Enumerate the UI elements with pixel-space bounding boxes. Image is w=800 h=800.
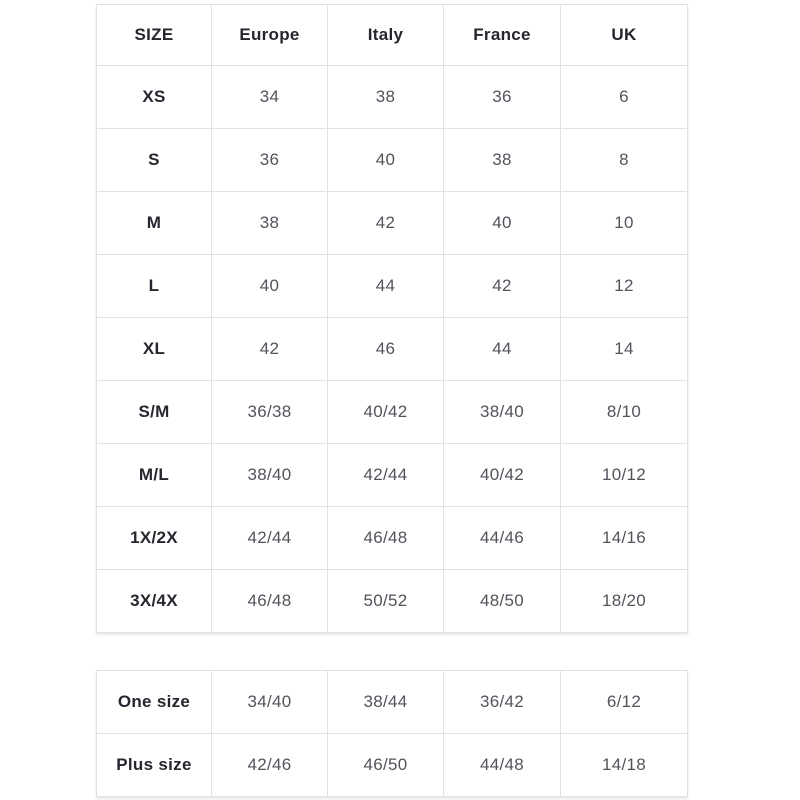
size-cell: 38/40 bbox=[212, 444, 328, 507]
size-cell: 36/42 bbox=[444, 671, 561, 734]
size-cell: 40 bbox=[444, 192, 561, 255]
table-row-plus-size bbox=[97, 734, 688, 797]
column-header-size: SIZE bbox=[97, 5, 212, 66]
size-cell: 46/48 bbox=[212, 570, 328, 633]
row-label: S/M bbox=[97, 381, 212, 444]
row-label: L bbox=[97, 255, 212, 318]
size-cell: 40/42 bbox=[444, 444, 561, 507]
row-label: XL bbox=[97, 318, 212, 381]
size-cell: 40 bbox=[328, 129, 444, 192]
table-row-s bbox=[97, 129, 688, 192]
size-cell: 12 bbox=[561, 255, 688, 318]
row-label: M bbox=[97, 192, 212, 255]
size-cell: 34 bbox=[212, 66, 328, 129]
table-row-one-size bbox=[97, 671, 688, 734]
row-label: S bbox=[97, 129, 212, 192]
size-cell: 6/12 bbox=[561, 671, 688, 734]
size-cell: 38/40 bbox=[444, 381, 561, 444]
size-cell: 42/44 bbox=[328, 444, 444, 507]
size-cell: 34/40 bbox=[212, 671, 328, 734]
row-label: XS bbox=[97, 66, 212, 129]
table-row-xs bbox=[97, 66, 688, 129]
size-cell: 44/48 bbox=[444, 734, 561, 797]
size-cell: 44 bbox=[444, 318, 561, 381]
size-cell: 38/44 bbox=[328, 671, 444, 734]
table-row-xl bbox=[97, 318, 688, 381]
size-cell: 36 bbox=[444, 66, 561, 129]
row-label: 3X/4X bbox=[97, 570, 212, 633]
column-header-uk: UK bbox=[561, 5, 688, 66]
size-cell: 18/20 bbox=[561, 570, 688, 633]
size-cell: 38 bbox=[444, 129, 561, 192]
size-cell: 6 bbox=[561, 66, 688, 129]
size-conversion-table bbox=[96, 4, 688, 633]
size-cell: 42 bbox=[328, 192, 444, 255]
size-cell: 14/18 bbox=[561, 734, 688, 797]
size-cell: 50/52 bbox=[328, 570, 444, 633]
column-header-france: France bbox=[444, 5, 561, 66]
table-row-m-l bbox=[97, 444, 688, 507]
row-label: One size bbox=[97, 671, 212, 734]
size-cell: 44 bbox=[328, 255, 444, 318]
table-row-1x-2x bbox=[97, 507, 688, 570]
row-label: 1X/2X bbox=[97, 507, 212, 570]
size-cell: 38 bbox=[328, 66, 444, 129]
size-cell: 38 bbox=[212, 192, 328, 255]
size-cell: 42/44 bbox=[212, 507, 328, 570]
table-row-m bbox=[97, 192, 688, 255]
size-cell: 10 bbox=[561, 192, 688, 255]
size-cell: 46/48 bbox=[328, 507, 444, 570]
table-row-3x-4x bbox=[97, 570, 688, 633]
size-cell: 36 bbox=[212, 129, 328, 192]
table-header-row bbox=[97, 5, 688, 66]
column-header-italy: Italy bbox=[328, 5, 444, 66]
size-cell: 42 bbox=[444, 255, 561, 318]
size-cell: 42/46 bbox=[212, 734, 328, 797]
size-cell: 40/42 bbox=[328, 381, 444, 444]
size-cell: 44/46 bbox=[444, 507, 561, 570]
size-cell: 42 bbox=[212, 318, 328, 381]
table-row-s-m bbox=[97, 381, 688, 444]
size-cell: 36/38 bbox=[212, 381, 328, 444]
table-row-l bbox=[97, 255, 688, 318]
size-cell: 8/10 bbox=[561, 381, 688, 444]
row-label: Plus size bbox=[97, 734, 212, 797]
size-cell: 8 bbox=[561, 129, 688, 192]
special-sizes-table bbox=[96, 670, 688, 797]
size-cell: 10/12 bbox=[561, 444, 688, 507]
size-cell: 46 bbox=[328, 318, 444, 381]
size-cell: 48/50 bbox=[444, 570, 561, 633]
row-label: M/L bbox=[97, 444, 212, 507]
size-cell: 40 bbox=[212, 255, 328, 318]
size-cell: 46/50 bbox=[328, 734, 444, 797]
size-cell: 14 bbox=[561, 318, 688, 381]
column-header-europe: Europe bbox=[212, 5, 328, 66]
size-cell: 14/16 bbox=[561, 507, 688, 570]
